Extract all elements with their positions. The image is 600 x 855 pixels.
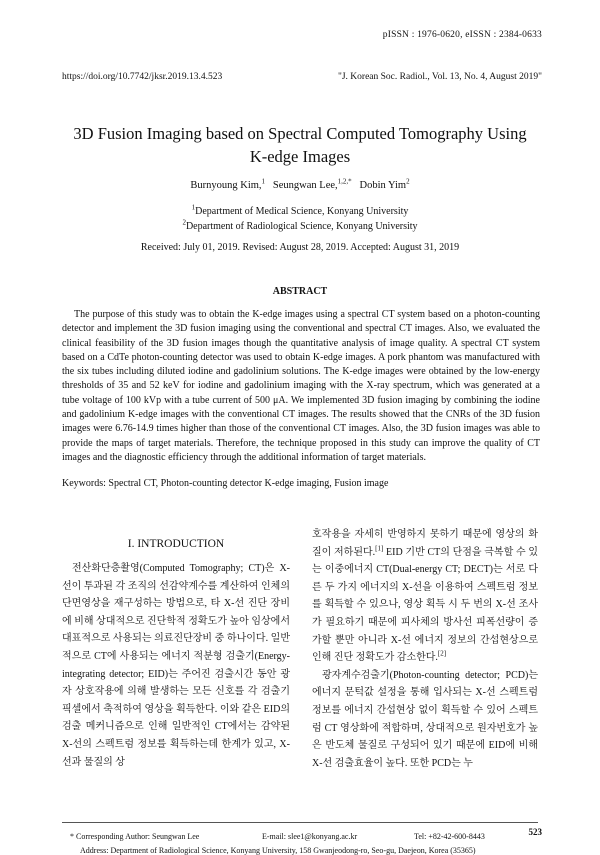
citation-2[interactable]: [2] [437, 649, 447, 658]
author-1-affiliation: 1 [261, 177, 266, 186]
intro-p1-continued-text-b: EID 기반 CT의 단점을 극복할 수 있는 이중에너지 CT(Dual-energy CT; DECT)는 서로 다른 두 가지 에너지의 X-선을 이용하여 스펙트럼 정보를 획득할 수 있으나, 영상 획득 시 두 번의 X-선 조사가 필요하기 때문에 피사체의 방사선 피폭선량이 증가할 뿐만 아니라 X-선 에너지 정보의 간섭현상으로 인해 진단 정확도가 감소한다. [312, 546, 538, 664]
keywords: Keywords: Spectral CT, Photon-counting detector K-edge imaging, Fusion image [62, 478, 389, 489]
author-2: Seungwan Lee, [272, 180, 338, 191]
received-dates: Received: July 01, 2019. Revised: August 28, 2019. Accepted: August 31, 2019 [140, 242, 460, 253]
affiliation-2 [60, 218, 540, 232]
journal-citation: "J. Korean Soc. Radiol., Vol. 13, No. 4, August 2019" [337, 72, 542, 82]
author-email[interactable]: E-mail: slee1@konyang.ac.kr [262, 832, 358, 841]
doi-link[interactable]: https://doi.org/10.7742/jksr.2019.13.4.523 [62, 72, 223, 82]
body-column-left [62, 560, 290, 771]
citation-1[interactable]: [1] [375, 544, 384, 553]
intro-paragraph-2: 광자계수검출기(Photon-counting detector; PCD)는 에너지 문턱값 설정을 통해 입사되는 X-선 스펙트럼 정보를 에너지 간섭현상 없이 획득할 수 있어 스펙트럼 CT 영상화에 적합하며, 상대적으로 원자번호가 높은 반도체 물질로 구성되어 있기 때문에 EID에 비해 X-선 검출효율이 높다. 또한 PCD는 누 [312, 669, 538, 769]
affiliation-1 [60, 203, 540, 217]
affiliation-1-marker: 1 [191, 203, 196, 212]
page-number: 523 [528, 827, 542, 837]
author-3: Dobin Yim [359, 180, 407, 191]
title-line-2: K-edge Images [249, 147, 351, 166]
intro-paragraph-1: 전산화단층촬영(Computed Tomography; CT)은 X-선이 투과된 각 조직의 선감약계수를 계산하여 인체의 단면영상을 재구성하는 방법으로, 타 X-선 진단 장비에 비해 상대적으로 진단학적 정확도가 높아 임상에서 대표적으로 사용되는 의료진단장비 중 하나이다. 일반적으로 CT에 사용되는 에너지 적분형 검출기(Energy-integrating detector; EID)는 주어진 검출시간 동안 광자 상호작용에 의해 발생하는 모든 신호를 각 검출기 픽셀에서 축적하여 영상을 획득한다. 이와 같은 EID의 검출 메커니즘으로 인해 일반적인 CT에서는 감약된 X-선의 스펙트럼 정보를 획득하는데 한계가 있고, X-선과 물질의 상 [62, 563, 290, 768]
author-tel: Tel: +82-42-600-8443 [414, 832, 485, 841]
intro-p1-continued-text-a: 호작용을 자세히 반영하지 못하기 때문에 영상의 화질이 저하된다. [312, 529, 538, 558]
abstract-heading: ABSTRACT [272, 286, 328, 297]
author-2-affiliation: 1,2,* [337, 177, 352, 186]
author-1: Burnyoung Kim, [190, 180, 262, 191]
author-3-affiliation: 2 [406, 177, 410, 186]
corresponding-author: * Corresponding Author: Seungwan Lee [70, 832, 200, 841]
affiliation-2-marker: 2 [182, 218, 186, 227]
title-line-1: 3D Fusion Imaging based on Spectral Computed Tomography Using [73, 124, 527, 143]
intro-paragraph-1-continued [312, 526, 538, 667]
affiliation-1-text: Department of Medical Science, Konyang University [195, 206, 409, 217]
section-heading-introduction: I. INTRODUCTION [127, 538, 225, 550]
footnote-divider [62, 822, 538, 823]
abstract-body: The purpose of this study was to obtain the K-edge images using a spectral CT system based on a photon-counting detector and implement the 3D fusion imaging using the conventional and spectral CT images. Also, we evaluated the clinical feasibility of the 3D fusion images though the quantitative analysis of image quality. A spectral CT system based on a CdTe photon-counting detector was used to obtain K-edge images. A pork phantom was manufactured with the six tubes including diluted iodine and gadolinium solutions. The K-edge images were obtained by the low-energy thresholds of 35 and 52 keV for iodine and gadolinium imaging with the X-ray spectrum, which was generated at a tube voltage of 100 kVp with a tube current of 500 μA. We implemented 3D fusion imaging by combining the iodine and gadolinium K-edge images with the conventional CT images. The results showed that the CNRs of the 3D fusion images were 6.76-14.9 times higher than those of the conventional CT images. Also, the 3D fusion images was able to provide the maps of target materials. Therefore, the technique proposed in this study can improve the quality of CT images and the diagnostic efficiency through the additional information of target materials. [62, 309, 540, 463]
affiliation-2-text: Department of Radiological Science, Konyang University [185, 221, 418, 232]
author-address: Address: Department of Radiological Science, Konyang University, 158 Gwanjeodong-ro, Seo-gu, Daejeon, Korea (35365) [80, 846, 476, 855]
paper-title [60, 122, 540, 168]
body-column-right [312, 526, 538, 772]
author-list [60, 177, 540, 191]
issn-line: pISSN : 1976-0620, eISSN : 2384-0633 [382, 30, 542, 40]
footnote-corresponding [70, 832, 538, 841]
